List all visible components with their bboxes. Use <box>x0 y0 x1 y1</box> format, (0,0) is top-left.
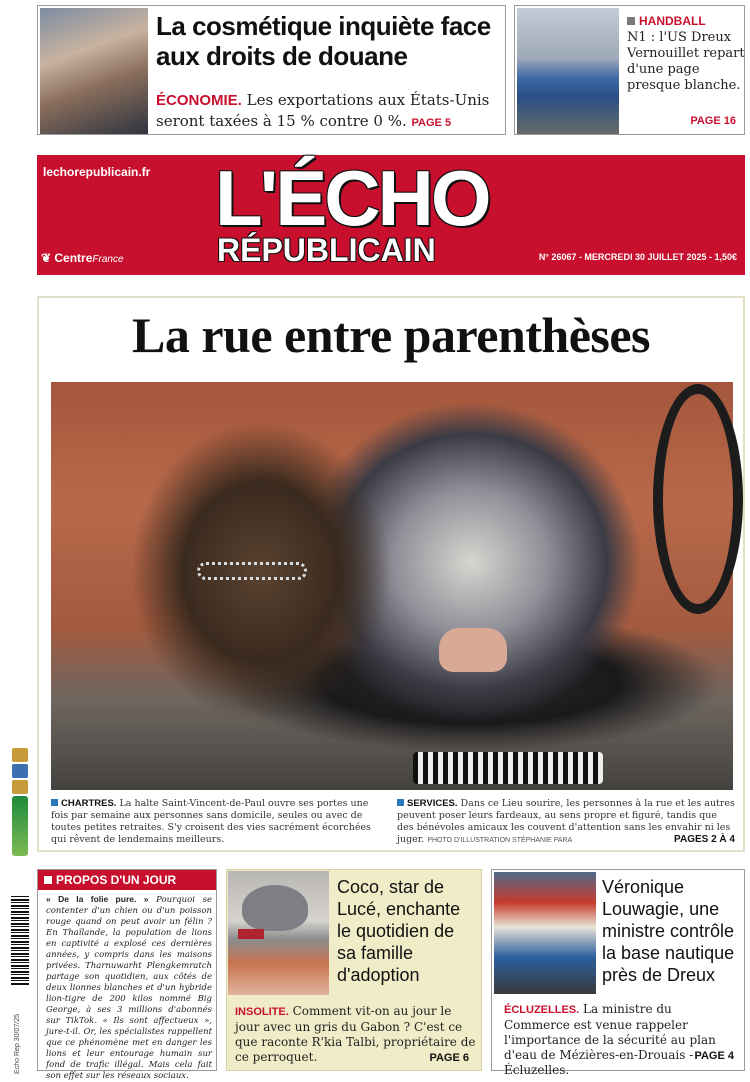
teaser-handball-text: N1 : l'US Dreux Vernouillet repart d'une page presque blanche. <box>627 30 745 93</box>
parrot-photo <box>228 871 329 995</box>
main-headline[interactable]: La rue entre parenthèses <box>131 307 651 363</box>
teaser-louwagie[interactable] <box>491 869 745 1077</box>
square-bullet-icon <box>627 17 635 25</box>
dog-collar-shape <box>197 562 307 580</box>
issue-line: N° 26067 - MERCREDI 30 JUILLET 2025 - 1,50€ <box>538 252 737 262</box>
teaser-economie[interactable] <box>37 5 506 135</box>
bicycle-wheel-shape <box>653 384 743 614</box>
teaser-economie-photo <box>40 8 148 134</box>
centre-france-icon: ❦ <box>41 251 55 265</box>
main-photo <box>51 382 733 790</box>
teaser-handball-photo <box>517 8 619 134</box>
teaser-handball[interactable] <box>514 5 745 135</box>
masthead-title-line2: RÉPUBLICAIN <box>217 232 436 268</box>
main-story-pages[interactable]: PAGES 2 À 4 <box>674 834 735 845</box>
main-story[interactable] <box>37 296 745 852</box>
teaser-coco[interactable] <box>226 869 482 1071</box>
hand-shape <box>439 628 507 672</box>
masthead <box>37 155 745 275</box>
coco-page[interactable]: PAGE 6 <box>429 1052 469 1064</box>
label-icon <box>12 764 28 778</box>
parrot-tail-shape <box>238 929 264 939</box>
louwagie-headline[interactable]: Véronique Louwagie, une ministre contrôle la base nautique près de Dreux <box>602 877 735 985</box>
propos-text: « De la folie pure. » Pourquoi se contenter d'un chien ou d'un poisson rouge quand on peut avoir un félin ? En Thaïlande, la population de lions en captivité a explosé ces dernières années, y compris dans les maisons privées. Tharnuwarht Plengkemratch partage son quotidien, aux côtés de deux lionnes blanches et d'un hybride lion-tigre de 200 kilos nommé Big George, à ses 3 millions d'abonnés sur TikTok. « Ils sont affectueux », jure-t-il. Or, les spécialistes rappellent que ce phénomène met en danger les lions et leur entourage humain sur fond de trafic illégal. Mais cela fait son effet sur les réseaux sociaux. <box>46 894 212 1081</box>
propos-dun-jour[interactable] <box>37 869 217 1081</box>
teaser-economie-page[interactable]: PAGE 5 <box>411 117 452 129</box>
square-bullet-icon <box>51 799 58 806</box>
louwagie-text: ÉCLUZELLES. La ministre du Commerce est venue rappeler l'importance de la sécurité au plan d'eau de Mézières-en-Drouais - Écluzelles. <box>504 1002 716 1077</box>
teaser-economie-body: Les exportations aux États-Unis seront taxées à 15 % contre 0 %. <box>156 91 490 130</box>
propos-header: PROPOS D'UN JOUR <box>38 870 216 890</box>
margin-strip <box>10 748 30 1078</box>
teaser-economie-headline[interactable]: La cosmétique inquiète face aux droits de douane <box>156 11 491 71</box>
eco-leaf-icon <box>12 796 28 856</box>
coco-headline[interactable]: Coco, star de Lucé, enchante le quotidien de sa famille d'adoption <box>337 877 461 985</box>
label-icon <box>12 780 28 794</box>
teaser-handball-kicker: HANDBALL <box>627 14 706 28</box>
louwagie-photo <box>494 872 596 994</box>
barcode <box>11 896 29 986</box>
coco-text: INSOLITE. Comment vit-on au jour le jour avec un gris du Gabon ? C'est ce que raconte R'kia Talbi, propriétaire de ce perroquet. <box>235 1004 476 1064</box>
louwagie-page[interactable]: PAGE 4 <box>694 1050 734 1062</box>
teaser-handball-page[interactable]: PAGE 16 <box>690 115 736 127</box>
masthead-website[interactable]: lechorepublicain.fr <box>43 165 151 179</box>
photo-credit: PHOTO D'ILLUSTRATION STÉPHANIE PARA <box>427 837 573 844</box>
centre-france-logo: ❦ CentreFrance <box>41 251 124 265</box>
teaser-economie-kicker: ÉCONOMIE. <box>156 92 242 109</box>
caption-left: CHARTRES. La halte Saint-Vincent-de-Paul ouvre ses portes une fois par semaine aux personnes sans domicile, seules ou avec de toutes petites retraites. S'y croisent des vies sacrément écorchées qui rêvent de lendemains meilleurs. <box>51 798 371 845</box>
square-bullet-icon <box>397 799 404 806</box>
margin-vertical-text: Echo Rep 30/07/25 <box>14 1014 21 1074</box>
label-icon <box>12 748 28 762</box>
masthead-title-line1: L'ÉCHO <box>215 154 489 242</box>
parrot-shape <box>242 885 308 931</box>
caption-right: SERVICES. Dans ce Lieu sourire, les personnes à la rue et les autres peuvent poser leurs fardeaux, au sens propre et figuré, tandis que des bénévoles amicaux les couvent d'attention sans les envahir ni les juger. PHOTO D'ILLUSTRATION STÉPHANIE PARA <box>397 798 735 845</box>
striped-bag-shape <box>413 752 603 784</box>
teaser-economie-text <box>156 90 501 133</box>
